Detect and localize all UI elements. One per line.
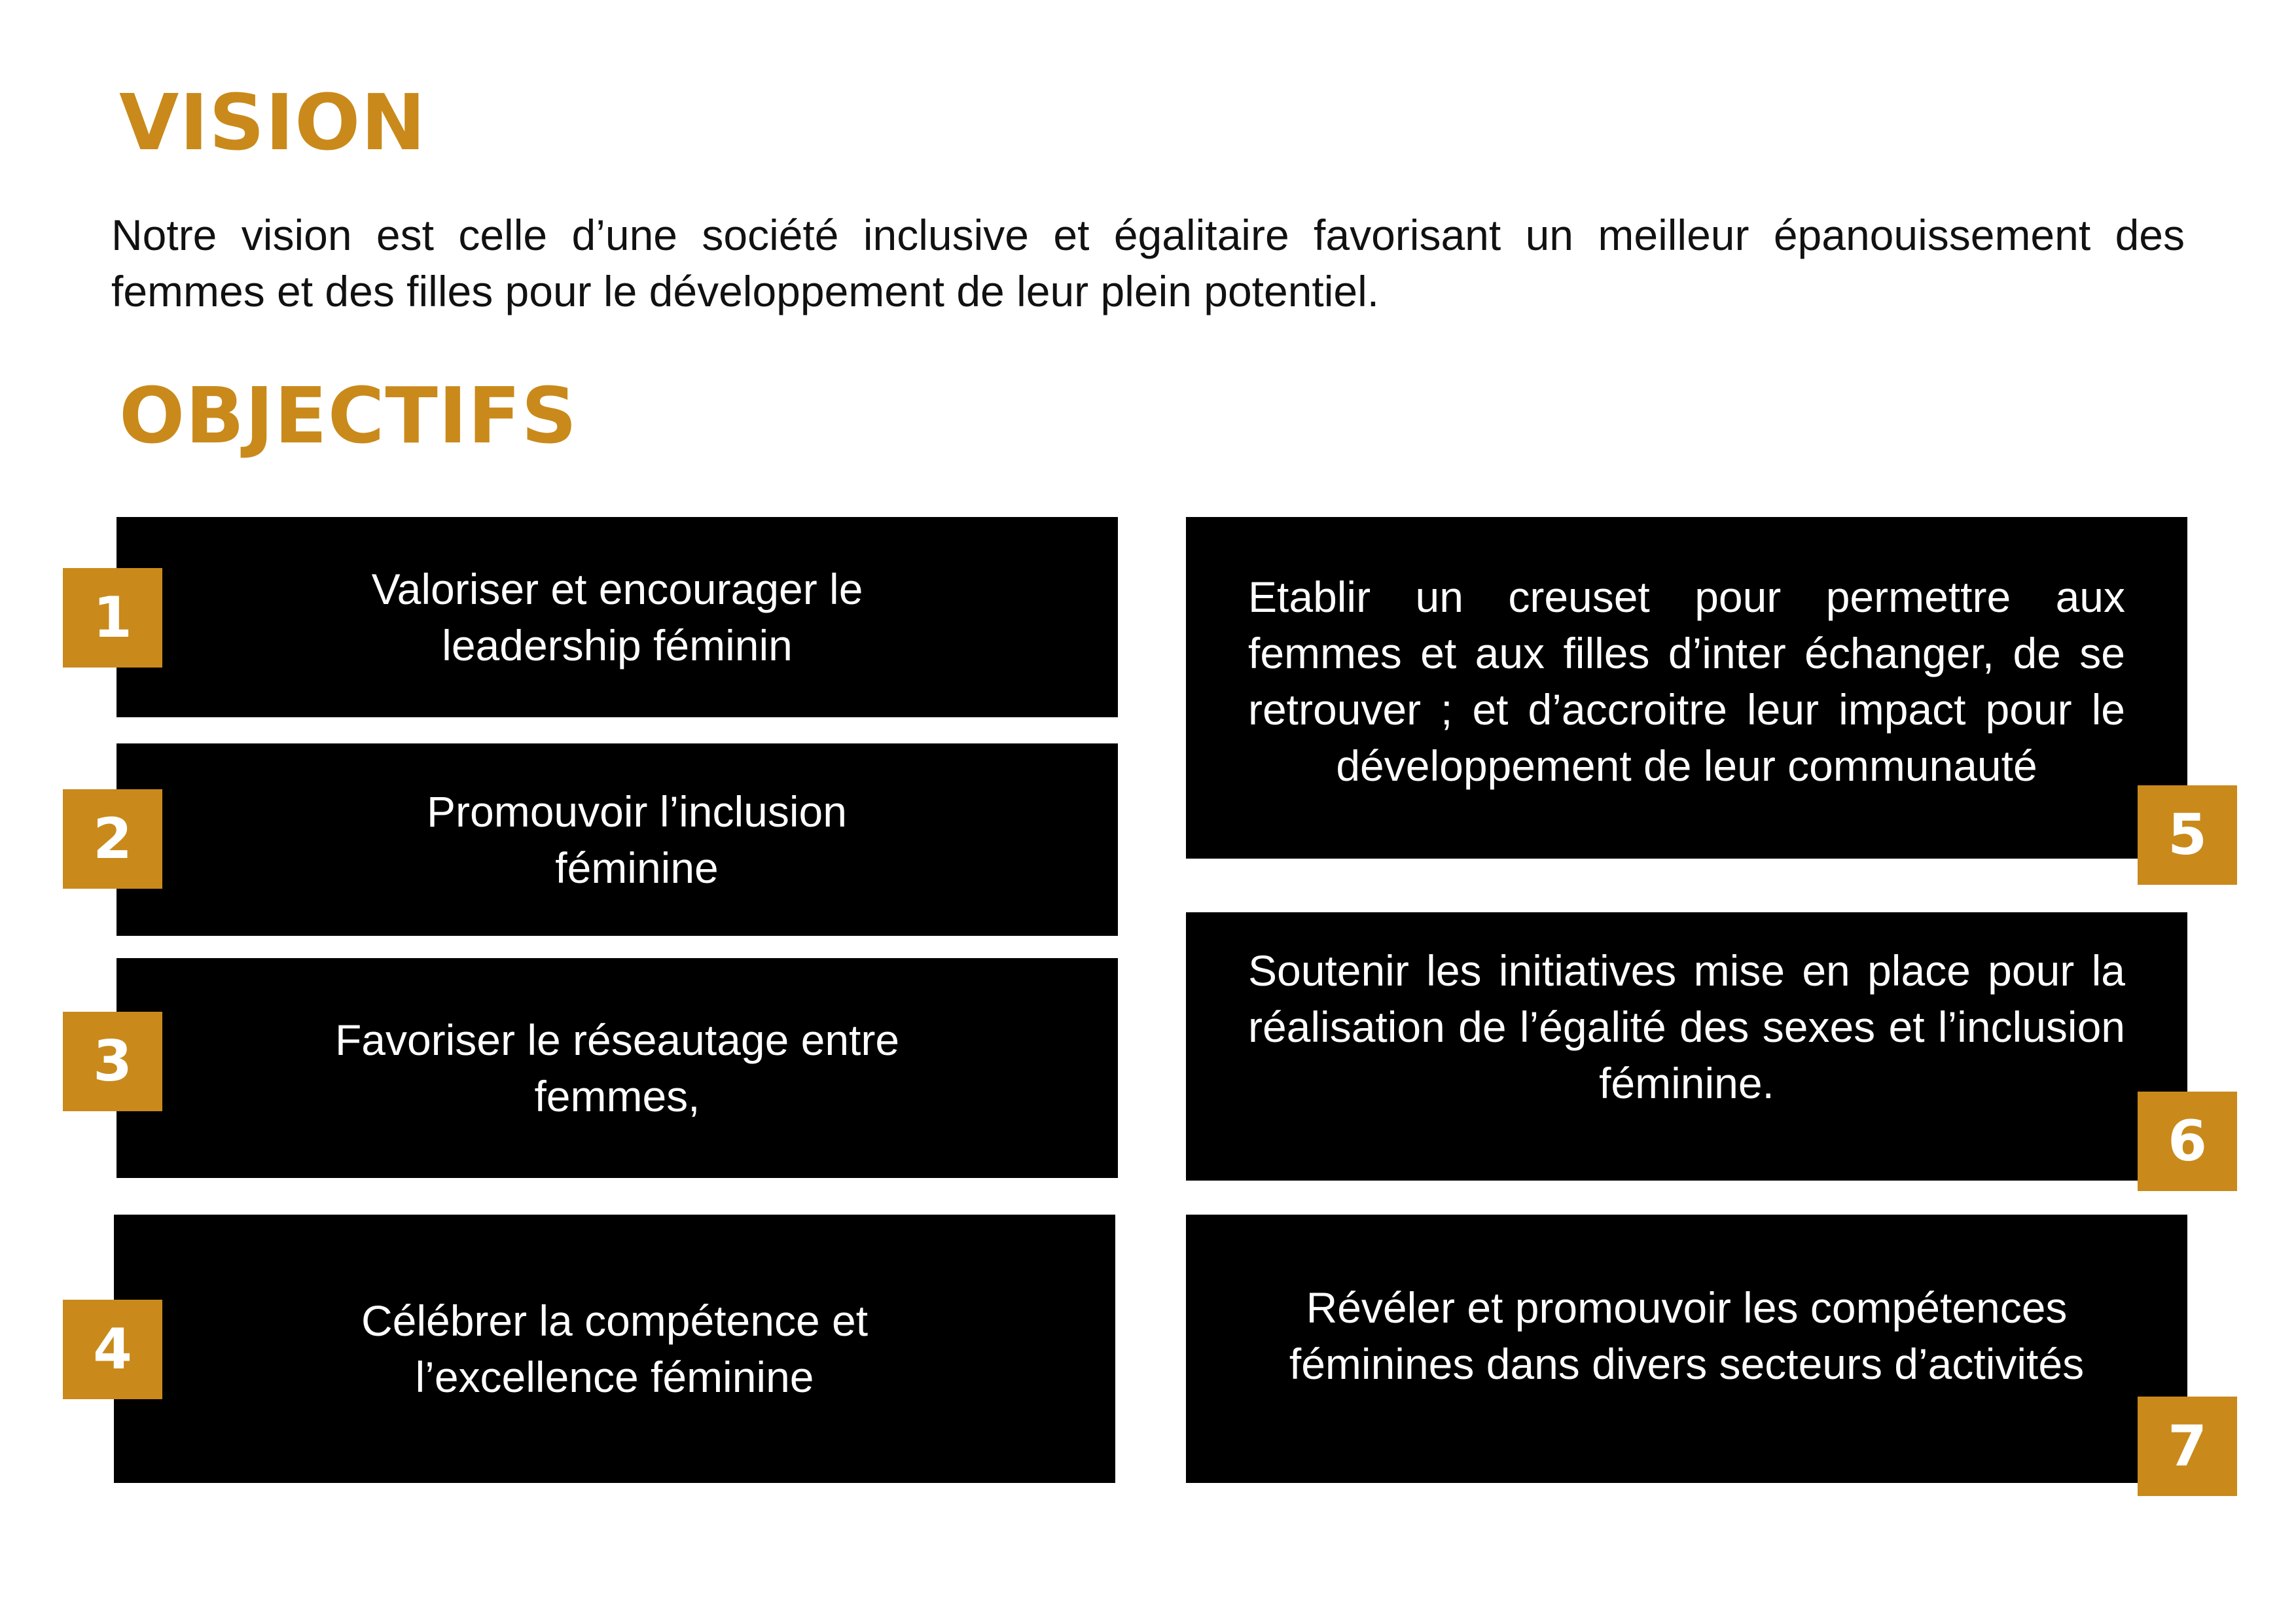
vision-text: Notre vision est celle d’une société inclusive et égalitaire favorisant un meilleur épanouissement des femmes et des filles pour le développement de leur plein potentiel. bbox=[111, 211, 2185, 315]
objective-box-4 bbox=[114, 1215, 1115, 1483]
objective-box-6 bbox=[1186, 912, 2187, 1181]
objective-box-7 bbox=[1186, 1215, 2187, 1483]
objective-number-badge-1: 1 bbox=[63, 568, 162, 668]
objective-number-badge-2: 2 bbox=[63, 789, 162, 889]
objective-box-5 bbox=[1186, 517, 2187, 859]
objective-box-1 bbox=[117, 517, 1118, 717]
objective-text-4: Célébrer la compétence et l’excellence féminine bbox=[361, 1296, 869, 1401]
objective-text-5: Etablir un creuset pour permettre aux femmes et aux filles d’inter échanger, de se retrouver ; et d’accroitre leur impact pour le développement de leur communauté bbox=[1248, 573, 2125, 790]
objective-text-7: Révéler et promouvoir les compétences féminines dans divers secteurs d’activités bbox=[1289, 1283, 2085, 1388]
objective-box-2 bbox=[117, 743, 1118, 936]
objective-number-badge-4: 4 bbox=[63, 1300, 162, 1399]
objective-text-3: Favoriser le réseautage entre femmes, bbox=[334, 1016, 900, 1120]
objective-text-1: Valoriser et encourager le leadership féminin bbox=[371, 565, 863, 669]
objective-text-6: Soutenir les initiatives mise en place pour la réalisation de l’égalité des sexes et l’inclusion féminine. bbox=[1248, 946, 2125, 1107]
objective-number-badge-3: 3 bbox=[63, 1012, 162, 1111]
objectifs-title: OBJECTIFS bbox=[119, 370, 578, 461]
objective-number-badge-5: 5 bbox=[2138, 785, 2237, 885]
objective-box-3 bbox=[117, 958, 1118, 1178]
objective-number-badge-6: 6 bbox=[2138, 1092, 2237, 1191]
objective-number-badge-7: 7 bbox=[2138, 1397, 2237, 1496]
objective-text-2: Promouvoir l’inclusion féminine bbox=[427, 787, 847, 892]
vision-title: VISION bbox=[119, 77, 427, 168]
